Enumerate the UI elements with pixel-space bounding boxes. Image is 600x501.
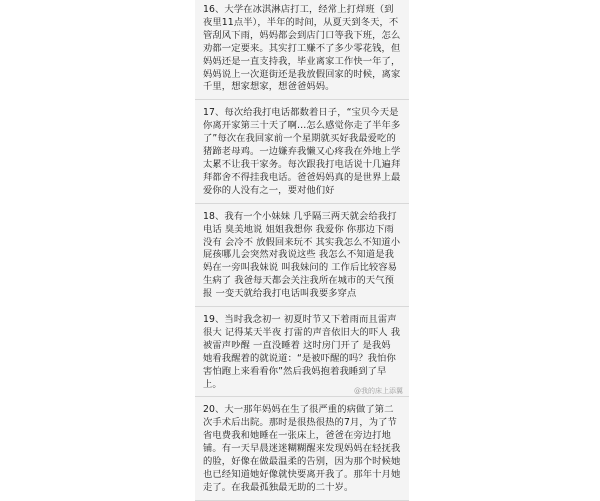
list-item [195, 307, 409, 397]
list-item [195, 397, 409, 500]
list-item [195, 0, 409, 100]
story-text: 19、当时我念初一 初夏时节又下着雨而且雷声很大 记得某天半夜 打雷的声音依旧大的吓人 我被雷声吵醒 一直没睡着 这时房门开了 是我妈 她看我醒着的就说道：“是被吓醒的吗？我怕你害怕跑上来看看你”然后我妈抱着我睡到了早上。 [203, 314, 401, 390]
list-item [195, 100, 409, 203]
story-text: 16、大学在冰淇淋店打工，经常上打烊班（到夜里11点半），半年的时间，从夏天到冬天，不管刮风下雨，妈妈都会到店门口等我下班，怎么劝都一定要来。其实打工赚不了多少零花钱，但妈妈还是一直支持我，毕业离家工作快一年了，妈妈说上一次逛街还是我放假回家的时候，离家千里，想家想家，想爸爸妈妈。 [203, 4, 401, 93]
story-list [195, 0, 409, 493]
story-text: 17、每次给我打电话都数着日子，“宝贝今天是你离开家第三十天了啊…怎么感觉你走了半年多了”每次在我回家前一个星期就买好我最爱吃的猪蹄老母鸡。一边嫌弃我懒又心疼我在外地上学太累不让我干家务。每次跟我打电话说十几遍拜拜都舍不得挂我电话。爸爸妈妈真的是世界上最爱你的人没有之一，要对他们好 [203, 107, 401, 196]
list-item [195, 204, 409, 307]
story-text: 20、大一那年妈妈在生了很严重的病做了第二次手术后出院。那时是很热很热的7月，为了节省电费我和她睡在一张床上，爸爸在旁边打地铺。有一天早晨迷迷糊糊醒来发现妈妈在轻抚我的脸，好像在做最温柔的告别，因为那个时候她也已经知道她好像就快要离开我了。那年十月她走了。在我最孤独最无助的二十岁。 [203, 404, 401, 493]
watermark-credit: @我的床上添翼 [354, 387, 403, 396]
story-text: 18、我有一个小妹妹 几乎隔三两天就会给我打电话 臭美地说 姐姐我想你 我爱你 你那边下雨没有 会冷不 放假回来玩不 其实我怎么不知道小屁孩哪儿会突然对我说这些 我怎么不知道是我妈在一旁叫我妹说 叫我妹问的 工作后比较容易生病了 我爸每天都会关注我所在城市的天气预报 一变天就给我打电话叫我要多穿点 [203, 210, 401, 300]
